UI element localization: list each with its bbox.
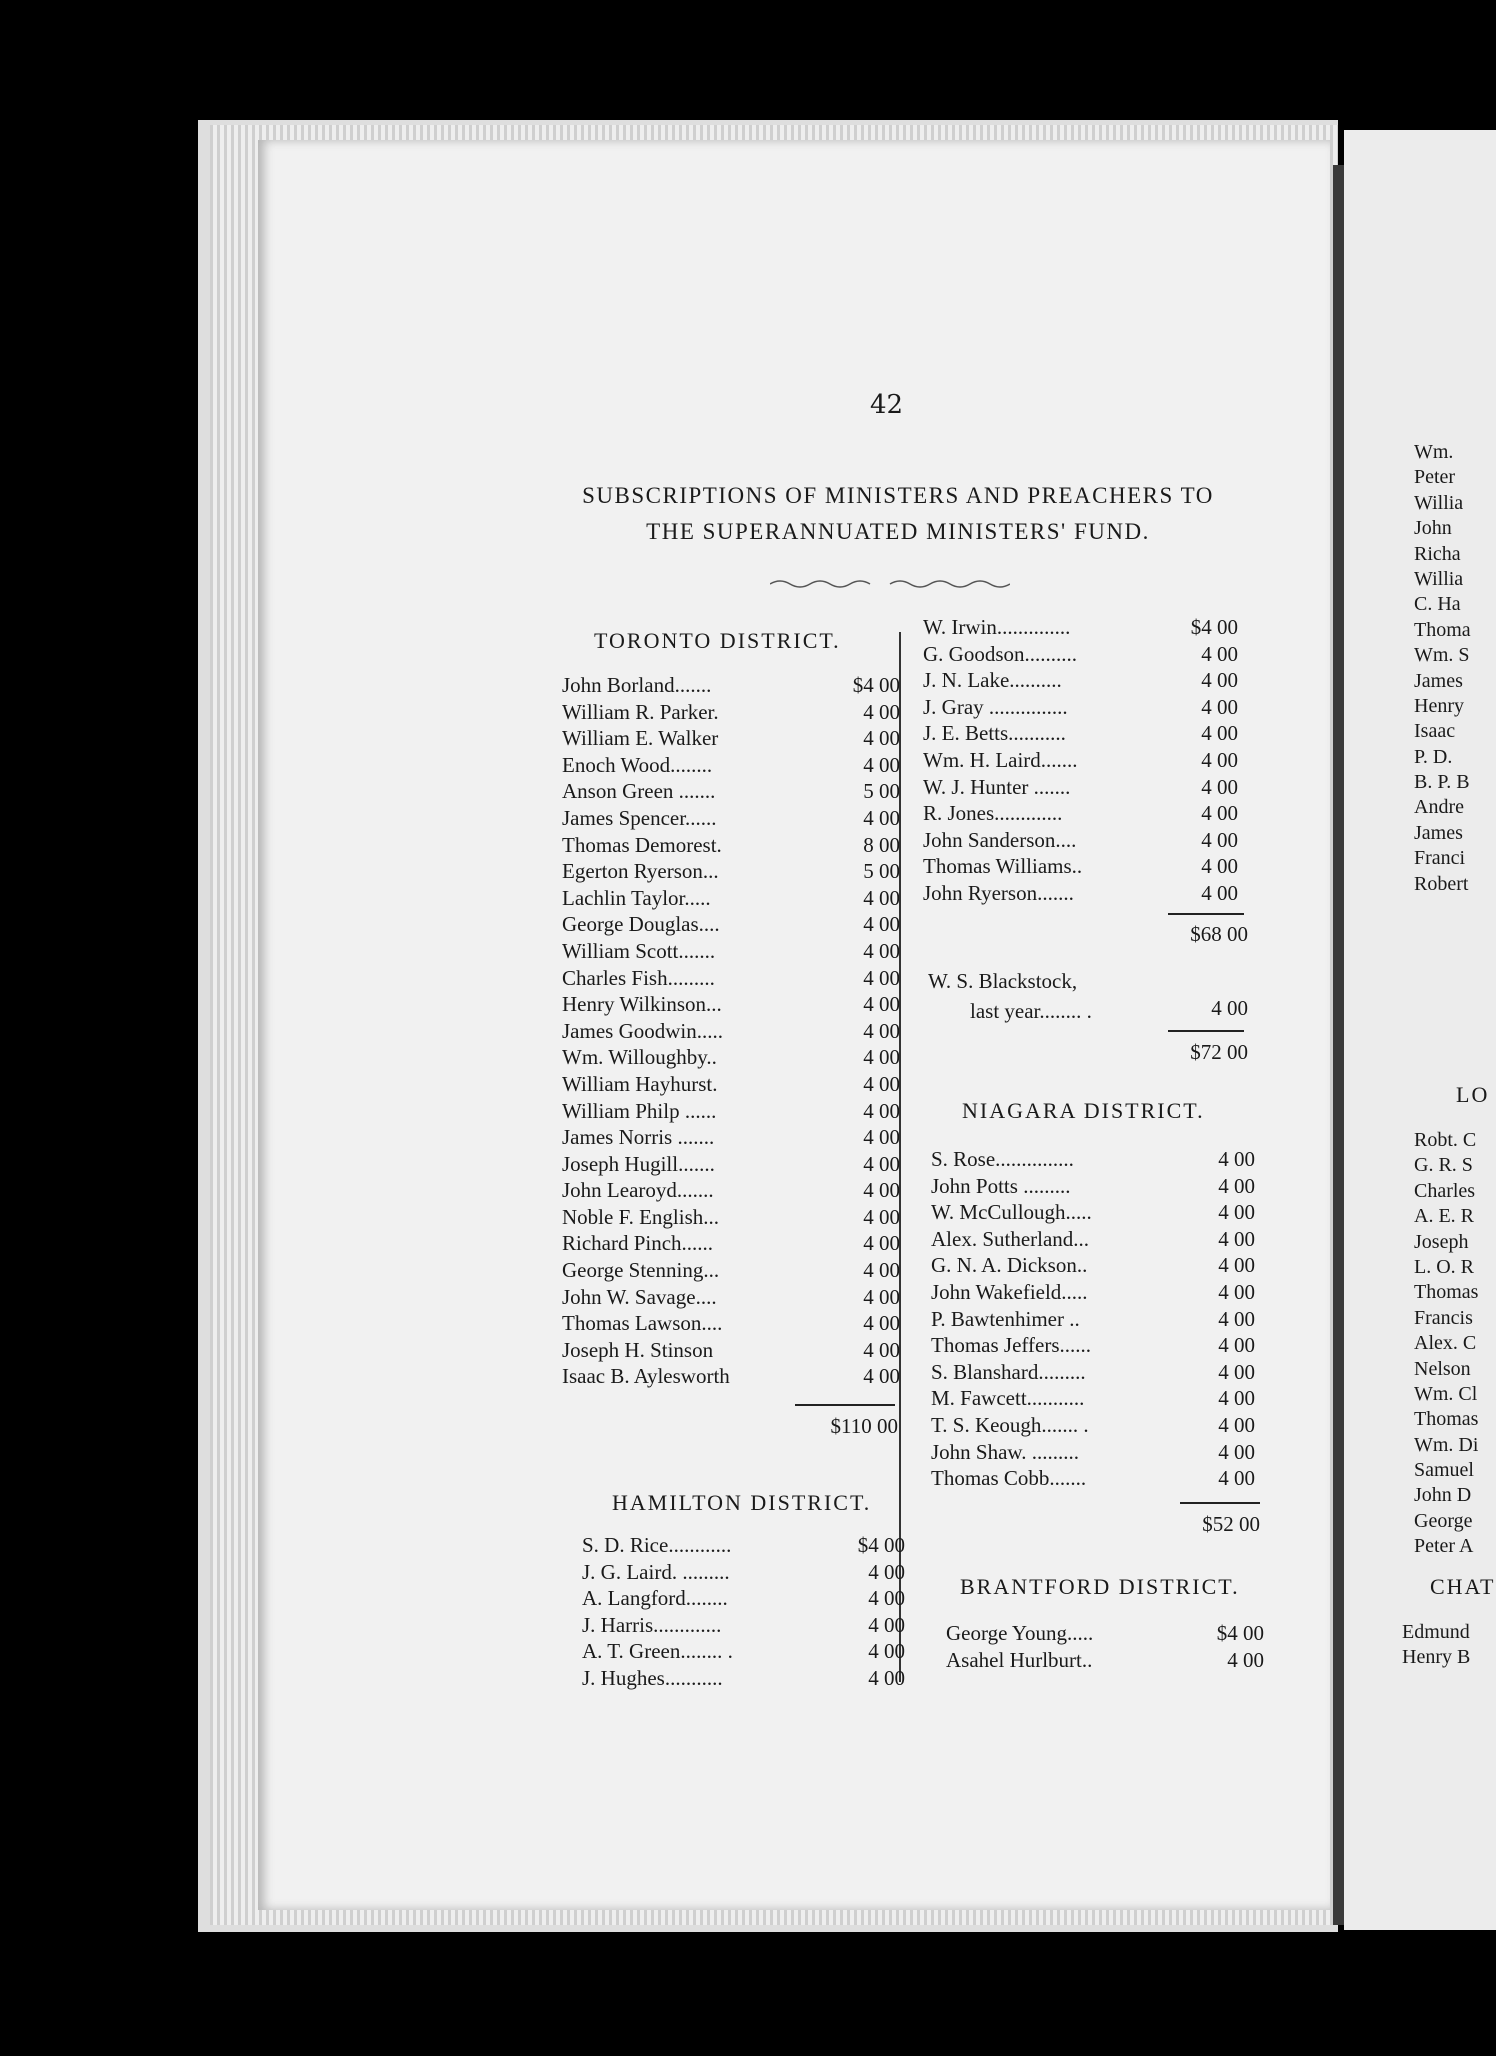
- entry-amount: 4 00: [868, 1559, 905, 1584]
- entry-name: John Potts .........: [931, 1173, 1071, 1198]
- heading-line-2: THE SUPERANNUATED MINISTERS' FUND.: [646, 519, 1150, 544]
- entry-name: J. E. Betts...........: [923, 721, 1066, 746]
- entry-row: [582, 1638, 905, 1665]
- facing-page-line: L. O. R: [1414, 1255, 1474, 1278]
- facing-page-line: Thomas: [1414, 1408, 1479, 1431]
- entry-name: John W. Savage....: [562, 1284, 717, 1309]
- entry-amount: 4 00: [1201, 668, 1238, 693]
- entry-name: G. Goodson..........: [923, 641, 1078, 666]
- entry-amount: 4 00: [1218, 1306, 1255, 1331]
- toronto-list: [562, 672, 900, 1390]
- facing-page-top-list: [1414, 440, 1471, 897]
- entry-row: [931, 1465, 1255, 1492]
- entry-amount: 4 00: [1218, 1466, 1255, 1491]
- entry-name: Charles Fish.........: [562, 965, 715, 990]
- entry-amount: 4 00: [1218, 1279, 1255, 1304]
- entry-row: [562, 1177, 900, 1204]
- entry-name: James Spencer......: [562, 805, 717, 830]
- entry-name: Thomas Williams..: [923, 854, 1083, 879]
- entry-amount: 4 00: [863, 885, 900, 910]
- facing-page-line: Wm. Cl: [1414, 1382, 1478, 1405]
- entry-amount: 4 00: [1218, 1253, 1255, 1278]
- entry-name: J. N. Lake..........: [923, 668, 1062, 693]
- facing-page-line: James: [1414, 821, 1463, 844]
- entry-name: George Douglas....: [562, 912, 720, 937]
- blackstock-note: last year........ .: [970, 999, 1092, 1023]
- entry-name: R. Jones.............: [923, 801, 1063, 826]
- entry-name: Lachlin Taylor.....: [562, 885, 711, 910]
- entry-amount: 4 00: [863, 1151, 900, 1176]
- ornament-divider: [770, 578, 1010, 590]
- facing-page-line: Henry B: [1402, 1646, 1471, 1669]
- entry-row: [931, 1412, 1255, 1439]
- entry-row: [562, 885, 900, 912]
- entry-row: [562, 965, 900, 992]
- entry-name: Joseph H. Stinson: [562, 1337, 714, 1362]
- entry-row: [582, 1559, 905, 1586]
- continued-subtotal-rule: [1168, 913, 1244, 915]
- page-number: 42: [870, 390, 904, 420]
- entry-amount: 4 00: [1218, 1386, 1255, 1411]
- entry-amount: 4 00: [863, 805, 900, 830]
- entry-row: [923, 880, 1238, 907]
- entry-amount: 4 00: [863, 992, 900, 1017]
- entry-amount: 4 00: [863, 1125, 900, 1150]
- entry-row: [562, 911, 900, 938]
- facing-page-line: George: [1414, 1509, 1473, 1532]
- entry-name: Thomas Demorest.: [562, 832, 722, 857]
- entry-name: Thomas Cobb.......: [931, 1466, 1087, 1491]
- entry-amount: 4 00: [863, 1231, 900, 1256]
- entry-name: George Young.....: [946, 1621, 1094, 1645]
- brantford-list: [946, 1620, 1264, 1673]
- entry-name: T. S. Keough....... .: [931, 1412, 1089, 1437]
- entry-name: J. Hughes...........: [582, 1665, 723, 1690]
- entry-amount: 4 00: [1201, 721, 1238, 746]
- entry-amount: 4 00: [1201, 827, 1238, 852]
- brantford-district-title: BRANTFORD DISTRICT.: [960, 1574, 1240, 1599]
- entry-name: Asahel Hurlburt..: [946, 1647, 1093, 1672]
- blackstock-amount: 4 00: [1211, 996, 1248, 1020]
- entry-amount: 4 00: [1201, 774, 1238, 799]
- entry-row: [562, 778, 900, 805]
- entry-amount: 4 00: [863, 965, 900, 990]
- entry-row: [931, 1173, 1255, 1200]
- entry-row: [562, 1098, 900, 1125]
- entry-name: George Stenning...: [562, 1258, 720, 1283]
- entry-amount: 4 00: [1218, 1359, 1255, 1384]
- entry-amount: 4 00: [1218, 1412, 1255, 1437]
- facing-page-line: Franci: [1414, 847, 1466, 870]
- facing-page-line: Robt. C: [1414, 1129, 1477, 1151]
- entry-amount: 4 00: [1227, 1647, 1264, 1672]
- entry-name: Henry Wilkinson...: [562, 992, 722, 1017]
- continued-total: $72 00: [1190, 1040, 1248, 1064]
- facing-page-line: John D: [1414, 1484, 1472, 1507]
- entry-amount: $4 00: [852, 673, 900, 697]
- book-gutter: [1333, 165, 1344, 1925]
- entry-name: Joseph Hugill.......: [562, 1151, 715, 1176]
- heading-line-1: SUBSCRIPTIONS OF MINISTERS AND PREACHERS TO: [582, 483, 1214, 508]
- facing-page-line: B. P. B: [1414, 771, 1470, 794]
- facing-page-line: Robert: [1414, 872, 1469, 895]
- entry-amount: 4 00: [1218, 1439, 1255, 1464]
- entry-row: [923, 667, 1238, 694]
- entry-name: Anson Green .......: [562, 779, 716, 804]
- entry-name: P. Bawtenhimer ..: [931, 1306, 1080, 1331]
- entry-name: Alex. Sutherland...: [931, 1226, 1090, 1251]
- entry-amount: 4 00: [868, 1639, 905, 1664]
- facing-page-line: Samuel: [1414, 1459, 1474, 1482]
- entry-row: [931, 1332, 1255, 1359]
- entry-name: W. Irwin..............: [923, 615, 1071, 639]
- toronto-total: $110 00: [830, 1414, 898, 1438]
- entry-row: [562, 858, 900, 885]
- entry-name: John Wakefield.....: [931, 1279, 1088, 1304]
- facing-page-bottom-list: [1402, 1620, 1470, 1671]
- entry-name: W. McCullough.....: [931, 1200, 1092, 1225]
- entry-amount: $4 00: [1216, 1621, 1264, 1645]
- continued-total-rule: [1168, 1030, 1244, 1032]
- entry-name: Egerton Ryerson...: [562, 859, 719, 884]
- entry-name: James Goodwin.....: [562, 1018, 723, 1043]
- entry-row: [562, 805, 900, 832]
- facing-page-line: Peter: [1414, 466, 1456, 489]
- facing-page-line: Edmund: [1402, 1621, 1470, 1643]
- facing-page-mid-list: [1414, 1128, 1478, 1560]
- entry-row: [582, 1612, 905, 1639]
- entry-name: Thomas Jeffers......: [931, 1333, 1091, 1358]
- entry-amount: 4 00: [863, 1337, 900, 1362]
- facing-page-line: Wm.: [1414, 441, 1454, 463]
- facing-page-line: Francis: [1414, 1306, 1473, 1329]
- entry-name: John Learoyd.......: [562, 1178, 714, 1203]
- entry-name: Richard Pinch......: [562, 1231, 714, 1256]
- facing-page-line: James: [1414, 669, 1463, 692]
- facing-page-line: Joseph: [1414, 1230, 1469, 1253]
- entry-amount: 4 00: [1218, 1147, 1255, 1171]
- entry-amount: 8 00: [863, 832, 900, 857]
- entry-row: [562, 1230, 900, 1257]
- entry-row: [931, 1385, 1255, 1412]
- entry-amount: 4 00: [863, 938, 900, 963]
- entry-amount: 4 00: [868, 1665, 905, 1690]
- entry-row: [931, 1439, 1255, 1466]
- entry-row: [562, 1363, 900, 1390]
- entry-amount: 4 00: [863, 1098, 900, 1123]
- entry-row: [562, 1071, 900, 1098]
- entry-amount: 4 00: [1218, 1333, 1255, 1358]
- entry-name: Wm. H. Laird.......: [923, 747, 1078, 772]
- facing-page-line: John: [1414, 517, 1452, 540]
- entry-amount: 4 00: [863, 726, 900, 751]
- entry-name: G. N. A. Dickson..: [931, 1253, 1088, 1278]
- entry-name: W. J. Hunter .......: [923, 774, 1071, 799]
- facing-page-line: G. R. S: [1414, 1154, 1473, 1177]
- entry-amount: 4 00: [1201, 747, 1238, 772]
- entry-row: [582, 1585, 905, 1612]
- facing-page-line: Peter A: [1414, 1535, 1474, 1558]
- entry-name: William R. Parker.: [562, 699, 719, 724]
- facing-page-line: Thoma: [1414, 618, 1471, 641]
- facing-page-line: Henry: [1414, 694, 1464, 717]
- entry-row: [562, 1124, 900, 1151]
- entry-row: [562, 672, 900, 699]
- entry-amount: 4 00: [863, 1311, 900, 1336]
- entry-row: [562, 1284, 900, 1311]
- entry-row: [562, 1310, 900, 1337]
- entry-name: Wm. Willoughby..: [562, 1045, 717, 1070]
- niagara-total: $52 00: [1202, 1512, 1260, 1536]
- entry-row: [923, 853, 1238, 880]
- facing-page-line: P. D.: [1414, 745, 1453, 768]
- entry-row: [562, 938, 900, 965]
- entry-amount: 4 00: [1201, 880, 1238, 905]
- entry-amount: 4 00: [1218, 1173, 1255, 1198]
- continued-list: [923, 614, 1238, 907]
- facing-page-line: Charles: [1414, 1179, 1476, 1202]
- entry-name: William E. Walker: [562, 726, 719, 751]
- entry-name: Thomas Lawson....: [562, 1311, 723, 1336]
- entry-amount: 4 00: [863, 1018, 900, 1043]
- continued-subtotal: $68 00: [1190, 922, 1248, 946]
- hamilton-district-title: HAMILTON DISTRICT.: [612, 1490, 872, 1515]
- entry-row: [562, 725, 900, 752]
- entry-row: [562, 1151, 900, 1178]
- entry-row: [931, 1252, 1255, 1279]
- facing-page-line: A. E. R: [1414, 1205, 1474, 1228]
- facing-page-line: Thomas: [1414, 1281, 1479, 1304]
- entry-name: Noble F. English...: [562, 1204, 719, 1229]
- entry-row: [931, 1146, 1255, 1173]
- entry-name: A. Langford........: [582, 1586, 728, 1611]
- entry-row: [562, 1257, 900, 1284]
- entry-row: [923, 747, 1238, 774]
- facing-page-line: Richa: [1414, 542, 1461, 565]
- entry-name: John Borland.......: [562, 673, 712, 697]
- entry-row: [562, 1044, 900, 1071]
- entry-row: [923, 774, 1238, 801]
- entry-row: [931, 1306, 1255, 1333]
- entry-name: Enoch Wood........: [562, 752, 713, 777]
- blackstock-entry: [928, 966, 1092, 1026]
- entry-name: Isaac B. Aylesworth: [562, 1364, 730, 1389]
- toronto-total-rule: [795, 1404, 895, 1406]
- entry-name: J. G. Laird. .........: [582, 1559, 730, 1584]
- entry-row: [946, 1620, 1264, 1647]
- entry-name: John Ryerson.......: [923, 880, 1074, 905]
- entry-amount: 4 00: [1218, 1226, 1255, 1251]
- entry-name: William Hayhurst.: [562, 1071, 718, 1096]
- toronto-district-title: TORONTO DISTRICT.: [594, 628, 841, 653]
- entry-row: [562, 1204, 900, 1231]
- entry-amount: 4 00: [863, 1284, 900, 1309]
- entry-amount: 4 00: [863, 752, 900, 777]
- niagara-total-rule: [1180, 1502, 1260, 1504]
- niagara-list: [931, 1146, 1255, 1492]
- entry-row: [923, 641, 1238, 668]
- entry-amount: 4 00: [863, 1045, 900, 1070]
- entry-name: William Philp ......: [562, 1098, 717, 1123]
- entry-amount: 4 00: [1201, 641, 1238, 666]
- entry-row: [931, 1226, 1255, 1253]
- entry-amount: 4 00: [1218, 1200, 1255, 1225]
- entry-amount: 4 00: [868, 1586, 905, 1611]
- entry-amount: 4 00: [1201, 694, 1238, 719]
- facing-page-line: Wm. S: [1414, 644, 1470, 667]
- entry-amount: 4 00: [863, 1204, 900, 1229]
- facing-page-line: Isaac: [1414, 720, 1456, 743]
- entry-row: [931, 1199, 1255, 1226]
- facing-page-line: Nelson: [1414, 1357, 1471, 1380]
- entry-row: [562, 991, 900, 1018]
- facing-page-line: C. Ha: [1414, 593, 1461, 616]
- facing-page-line: Wm. Di: [1414, 1433, 1479, 1456]
- entry-amount: 4 00: [868, 1612, 905, 1637]
- entry-name: S. Rose...............: [931, 1147, 1074, 1171]
- entry-name: J. Gray ...............: [923, 694, 1068, 719]
- entry-amount: $4 00: [857, 1533, 905, 1557]
- blackstock-name: W. S. Blackstock,: [928, 969, 1078, 993]
- entry-name: John Shaw. .........: [931, 1439, 1079, 1464]
- page-heading: [548, 478, 1248, 550]
- entry-name: S. Blanshard.........: [931, 1359, 1086, 1384]
- entry-amount: 4 00: [863, 1071, 900, 1096]
- entry-row: [582, 1532, 905, 1559]
- entry-name: William Scott.......: [562, 938, 716, 963]
- entry-name: James Norris .......: [562, 1125, 715, 1150]
- facing-page-heading-lo: LO: [1456, 1082, 1490, 1107]
- entry-amount: 4 00: [1201, 854, 1238, 879]
- entry-amount: 4 00: [863, 1364, 900, 1389]
- entry-row: [562, 1018, 900, 1045]
- entry-row: [923, 720, 1238, 747]
- entry-row: [923, 800, 1238, 827]
- entry-row: [923, 694, 1238, 721]
- entry-row: [923, 614, 1238, 641]
- entry-row: [562, 752, 900, 779]
- entry-row: [562, 1337, 900, 1364]
- entry-amount: 4 00: [863, 1258, 900, 1283]
- entry-amount: 4 00: [863, 699, 900, 724]
- entry-row: [923, 827, 1238, 854]
- entry-row: [582, 1665, 905, 1692]
- entry-amount: 4 00: [863, 912, 900, 937]
- entry-amount: 5 00: [863, 779, 900, 804]
- entry-row: [931, 1279, 1255, 1306]
- entry-amount: $4 00: [1190, 615, 1238, 639]
- entry-name: M. Fawcett...........: [931, 1386, 1085, 1411]
- entry-amount: 5 00: [863, 859, 900, 884]
- entry-row: [931, 1359, 1255, 1386]
- entry-name: A. T. Green........ .: [582, 1639, 733, 1664]
- entry-name: John Sanderson....: [923, 827, 1077, 852]
- facing-page-line: Willia: [1414, 567, 1464, 590]
- entry-name: S. D. Rice............: [582, 1533, 732, 1557]
- entry-row: [562, 699, 900, 726]
- entry-name: J. Harris.............: [582, 1612, 722, 1637]
- facing-page-line: Andre: [1414, 796, 1464, 819]
- entry-row: [562, 832, 900, 859]
- entry-row: [946, 1647, 1264, 1674]
- facing-page-line: Alex. C: [1414, 1332, 1477, 1355]
- facing-page-heading-chat: CHAT: [1430, 1574, 1496, 1599]
- entry-amount: 4 00: [863, 1178, 900, 1203]
- hamilton-list: [582, 1532, 905, 1692]
- niagara-district-title: NIAGARA DISTRICT.: [962, 1098, 1205, 1123]
- facing-page-line: Willia: [1414, 491, 1464, 514]
- entry-amount: 4 00: [1201, 801, 1238, 826]
